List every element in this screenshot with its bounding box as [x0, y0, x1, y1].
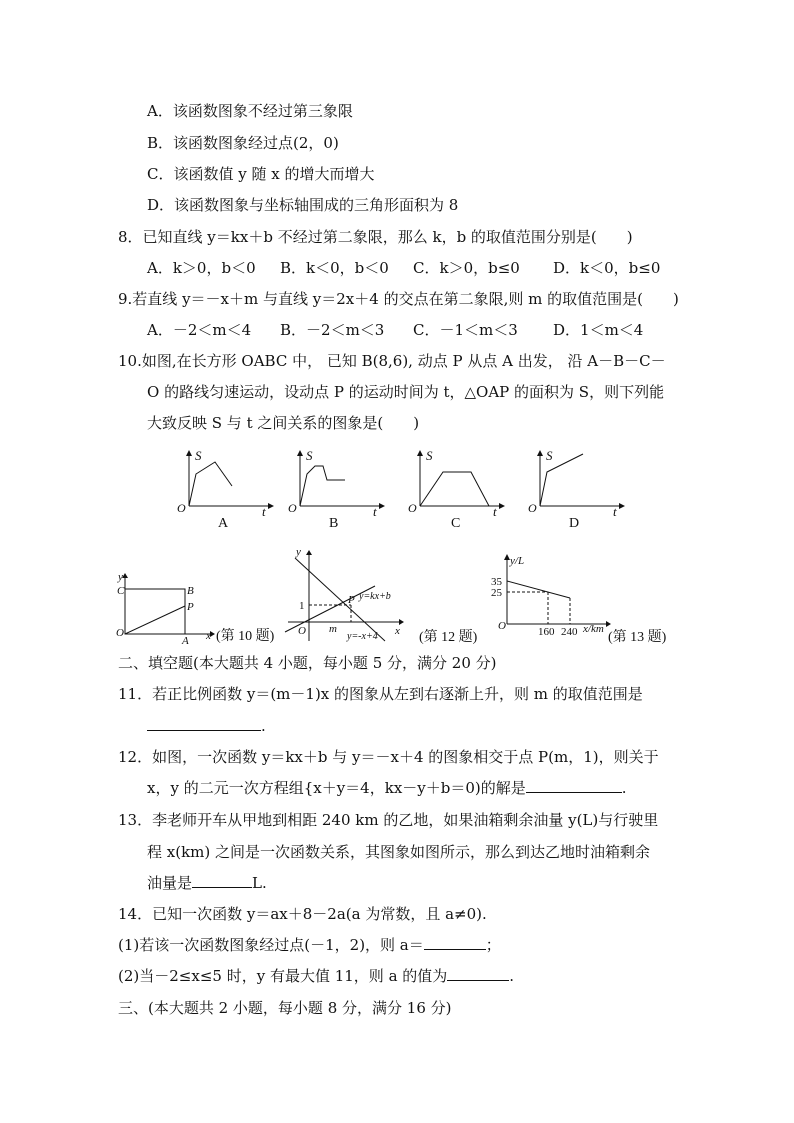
q12-line1: 12．如图，一次函数 y＝kx＋b 与 y＝－x＋4 的图象相交于点 P(m，1)，则关于	[118, 748, 659, 766]
q7-option-b: B．该函数图象经过点(2，0)	[147, 134, 339, 152]
fig10-p-label: P	[187, 601, 194, 613]
q8-stem: 8．已知直线 y＝kx＋b 不经过第二象限，那么 k，b 的取值范围分别是( )	[118, 228, 633, 246]
q9-stem: 9.若直线 y＝－x＋m 与直线 y＝2x＋4 的交点在第二象限,则 m 的取值范围是( )	[118, 290, 679, 308]
axis-t-label: t	[493, 504, 497, 519]
graph-label: B	[329, 516, 339, 531]
q13-line3: 油量是 L.	[147, 874, 267, 892]
q12-line2: x，y 的二元一次方程组{x＋y＝4，kx－y＋b＝0)的解是 .	[147, 779, 627, 797]
q14-part1: (1)若该一次函数图象经过点(－1，2)，则 a＝ ；	[118, 936, 501, 954]
fig12-line2-label: y=-x+4	[347, 631, 378, 642]
q9-option-b: B．－2＜m＜3	[280, 321, 385, 339]
origin-label: O	[177, 501, 186, 515]
figure-10	[114, 570, 275, 647]
q11-answer-blank[interactable]	[147, 716, 261, 731]
q7-option-c: C．该函数值 y 随 x 的增大而增大	[147, 165, 375, 183]
axis-t-label: t	[262, 504, 266, 519]
fig10-x-label: x	[206, 630, 211, 642]
q8-option-d: D．k＜0，b≤0	[553, 259, 661, 277]
q11-line1: 11．若正比例函数 y＝(m－1)x 的图象从左到右逐渐上升，则 m 的取值范围是	[118, 685, 643, 703]
q14-part2-blank[interactable]	[447, 966, 509, 981]
q11-line2: .	[147, 716, 266, 736]
graph-label: D	[569, 516, 580, 531]
figure-12	[285, 545, 490, 645]
fig13-25-label: 25	[491, 587, 502, 599]
section-3-heading: 三、(本大题共 2 小题，每小题 8 分，满分 16 分)	[118, 999, 452, 1017]
graph-label: A	[218, 516, 229, 531]
fig10-y-label: y	[118, 571, 123, 583]
q10-graph-c	[403, 448, 508, 530]
fig10-c-label: C	[117, 585, 125, 597]
fig10-o-label: O	[116, 627, 124, 639]
q10-graph-b	[283, 448, 388, 530]
fig12-x-label: x	[395, 625, 400, 637]
fig10-caption: (第 10 题)	[216, 629, 275, 644]
q13-answer-blank[interactable]	[192, 873, 252, 888]
fig12-p-label: P	[348, 594, 355, 606]
fig10-a-label: A	[182, 635, 189, 647]
q14-part1-blank[interactable]	[424, 935, 486, 950]
q9-option-a: A．－2＜m＜4	[147, 321, 252, 339]
q12-answer-blank[interactable]	[526, 778, 622, 793]
q8-option-b: B．k＜0，b＜0	[280, 259, 389, 277]
q10-line1: 10.如图,在长方形 OABC 中， 已知 B(8,6), 动点 P 从点 A 出发， 沿 A－B－C－	[118, 352, 666, 370]
axis-s-label: S	[546, 448, 553, 463]
q14-stem: 14．已知一次函数 y＝ax＋8－2a(a 为常数，且 a≠0).	[118, 905, 487, 923]
axis-s-label: S	[306, 448, 313, 463]
axis-s-label: S	[195, 448, 202, 463]
axis-t-label: t	[613, 504, 617, 519]
q9-option-d: D．1＜m＜4	[553, 321, 644, 339]
fig13-35-label: 35	[491, 576, 502, 588]
axis-t-label: t	[373, 504, 377, 519]
fig10-b-label: B	[187, 585, 194, 597]
q13-line2: 程 x(km) 之间是一次函数关系，其图象如图所示，那么到达乙地时油箱剩余	[147, 843, 651, 861]
q14-part2: (2)当－2≤x≤5 时，y 有最大值 11，则 a 的值为 .	[118, 967, 515, 985]
q10-line2: O 的路线匀速运动，设动点 P 的运动时间为 t，△OAP 的面积为 S，则下列能	[147, 383, 665, 401]
q8-option-a: A．k＞0，b＜0	[147, 259, 256, 277]
fig13-x-label: x/km	[583, 623, 604, 635]
q9-option-c: C．－1＜m＜3	[413, 321, 518, 339]
q8-option-c: C．k＞0，b≤0	[413, 259, 520, 277]
origin-label: O	[408, 501, 417, 515]
graph-label: C	[451, 516, 461, 531]
figure-13	[488, 550, 678, 645]
fig13-160-label: 160	[538, 626, 555, 638]
q13-line1: 13．李老师开车从甲地到相距 240 km 的乙地，如果油箱剩余油量 y(L)与行驶里	[118, 811, 659, 829]
axis-s-label: S	[426, 448, 433, 463]
fig12-caption: (第 12 题)	[419, 630, 478, 645]
fig12-one-label: 1	[299, 600, 305, 612]
q10-line3: 大致反映 S 与 t 之间关系的图象是( )	[147, 414, 420, 432]
fig12-y-label: y	[296, 546, 301, 558]
fig12-o-label: O	[298, 625, 306, 637]
origin-label: O	[528, 501, 537, 515]
fig13-y-label: y/L	[510, 555, 525, 567]
fig13-caption: (第 13 题)	[608, 630, 667, 645]
q10-graph-d	[523, 448, 628, 530]
fig13-o-label: O	[498, 620, 506, 632]
fig12-m-label: m	[329, 623, 337, 635]
section-2-heading: 二、填空题(本大题共 4 小题，每小题 5 分，满分 20 分)	[118, 654, 497, 672]
q7-option-d: D．该函数图象与坐标轴围成的三角形面积为 8	[147, 196, 459, 214]
fig13-240-label: 240	[561, 626, 578, 638]
origin-label: O	[288, 501, 297, 515]
q7-option-a: A．该函数图象不经过第三象限	[147, 102, 353, 120]
fig12-line1-label: y=kx+b	[359, 591, 391, 602]
q10-graph-a	[172, 448, 277, 530]
